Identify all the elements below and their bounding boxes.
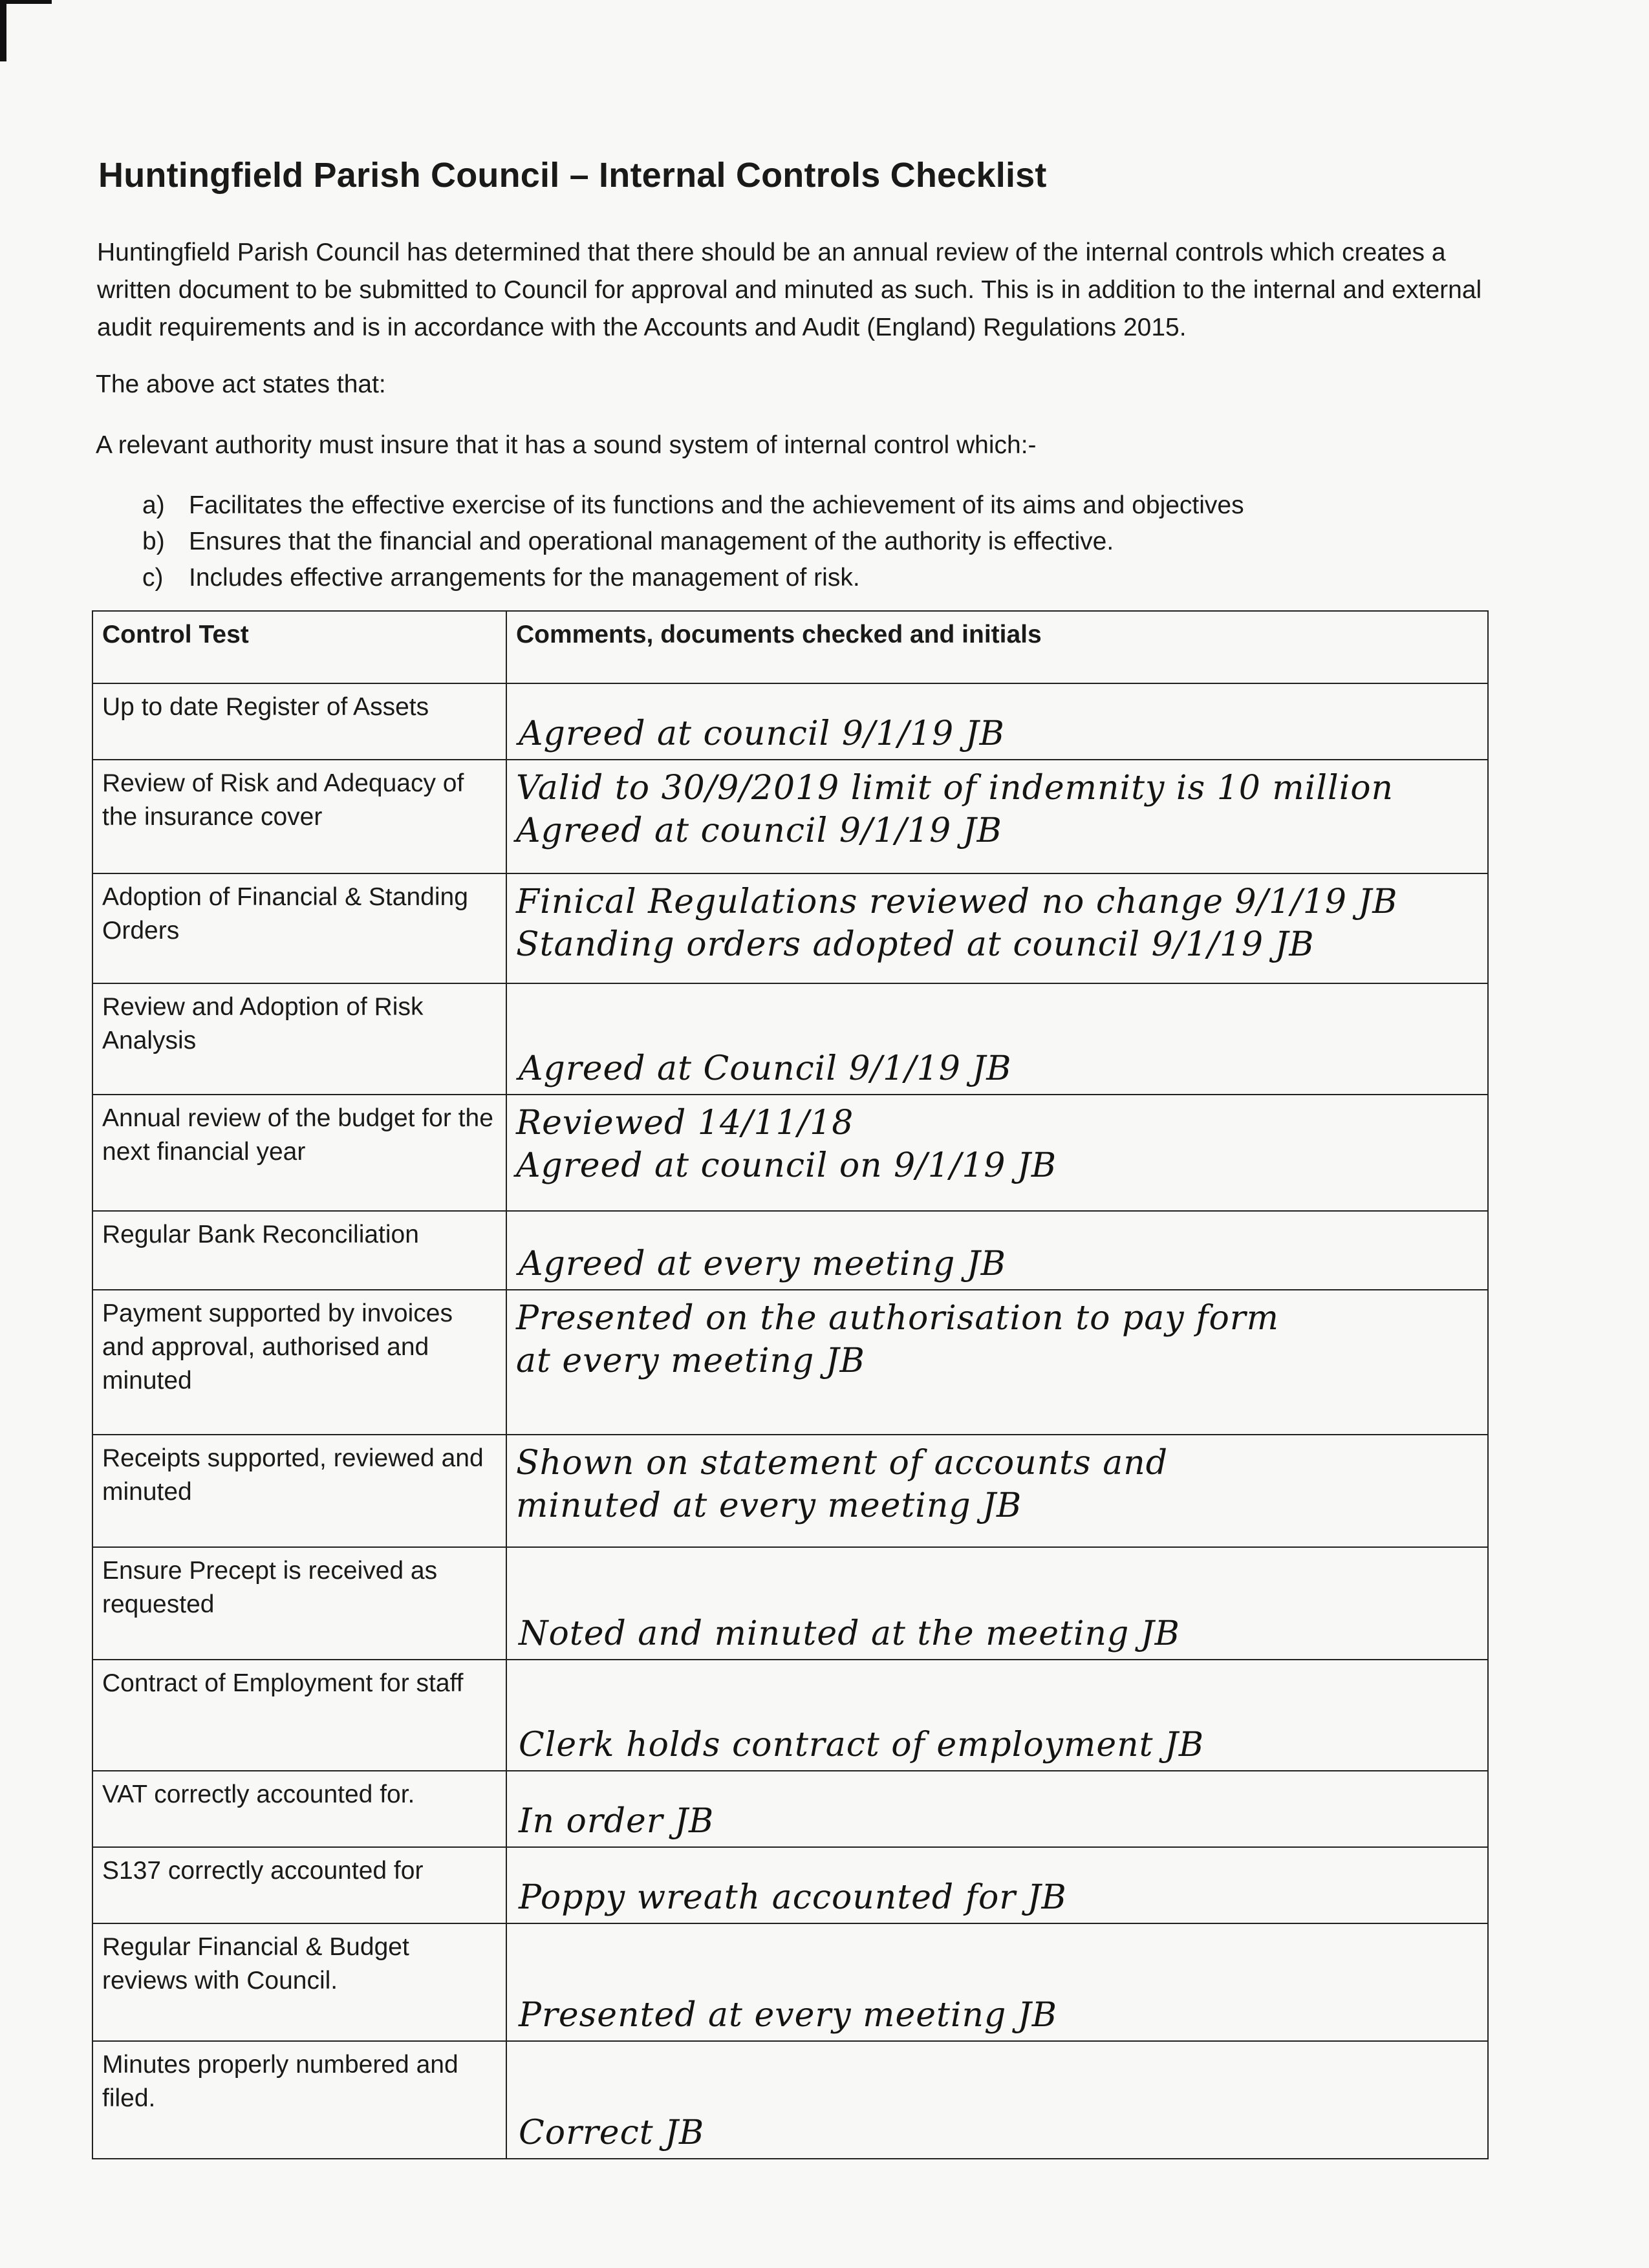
control-test-cell: S137 correctly accounted for [92,1847,506,1923]
criteria-text: Ensures that the financial and operational management of the authority is effective. [189,528,1114,555]
handwritten-comment: Noted and minuted at the meeting JB [519,1614,1180,1653]
criteria-item [142,487,1494,524]
control-test-cell: Annual review of the budget for the next financial year [92,1095,506,1211]
handwritten-comment: Agreed at every meeting JB [519,1245,1006,1283]
table-row [92,760,1488,873]
header-control-test: Control Test [92,611,506,683]
control-test-cell: Review and Adoption of Risk Analysis [92,983,506,1095]
requirement-statement: A relevant authority must insure that it has a sound system of internal control which:- [96,431,1037,459]
criteria-text: Includes effective arrangements for the management of risk. [189,564,860,592]
comment-cell [506,1095,1488,1211]
control-test-cell: Payment supported by invoices and approval, authorised and minuted [92,1290,506,1435]
table-row [92,1211,1488,1290]
table-row [92,873,1488,983]
control-test-cell: Regular Bank Reconciliation [92,1211,506,1290]
handwritten-comment: Reviewed 14/11/18 [516,1104,854,1142]
handwritten-comment: Agreed at council on 9/1/19 JB [516,1146,1057,1185]
handwritten-comment: Presented at every meeting JB [519,1996,1057,2035]
table-row [92,683,1488,760]
criteria-letter: c) [142,564,164,592]
criteria-item [142,524,1494,560]
intro-paragraph: Huntingfield Parish Council has determined that there should be an annual review of the internal controls which creates a written document to be submitted to Council for approval and minuted as such. This is in addition to the internal and external audit requirements and is in accordance with the Accounts and Audit (England) Regulations 2015. [97,239,1482,341]
table-header-row [92,611,1488,683]
criteria-text: Facilitates the effective exercise of its functions and the achievement of its aims and objectives [189,491,1244,519]
handwritten-comment: Agreed at council 9/1/19 JB [516,811,1002,850]
controls-checklist-table [92,610,1489,2159]
handwritten-comment: Standing orders adopted at council 9/1/19 JB [516,925,1315,964]
table-row [92,1660,1488,1771]
comment-cell [506,1923,1488,2041]
comment-cell [506,1660,1488,1771]
handwritten-comment: Finical Regulations reviewed no change 9/1/19 JB [516,883,1398,921]
criteria-letter: a) [142,491,165,519]
control-test-cell: Up to date Register of Assets [92,683,506,760]
comment-cell [506,983,1488,1095]
comment-cell [506,1290,1488,1435]
document-title: Huntingfield Parish Council – Internal Controls Checklist [98,156,1047,195]
control-test-cell: VAT correctly accounted for. [92,1771,506,1847]
handwritten-comment: Clerk holds contract of employment JB [519,1726,1205,1764]
comment-cell [506,1211,1488,1290]
control-test-cell: Review of Risk and Adequacy of the insurance cover [92,760,506,873]
comment-cell [506,1847,1488,1923]
handwritten-comment: In order JB [519,1802,715,1841]
table-row [92,1847,1488,1923]
handwritten-comment: Agreed at Council 9/1/19 JB [519,1049,1012,1088]
table-row [92,983,1488,1095]
comment-cell [506,760,1488,873]
document-page [91,155,1494,2159]
comment-cell [506,2041,1488,2159]
comment-cell [506,1435,1488,1547]
handwritten-comment: Poppy wreath accounted for JB [519,1878,1067,1917]
control-test-cell: Ensure Precept is received as requested [92,1547,506,1660]
table-row [92,1771,1488,1847]
control-test-cell: Contract of Employment for staff [92,1660,506,1771]
table-row [92,1290,1488,1435]
comment-cell [506,1771,1488,1847]
comment-cell [506,683,1488,760]
table-row [92,1095,1488,1211]
table-row [92,1435,1488,1547]
criteria-letter: b) [142,528,165,555]
table-row [92,2041,1488,2159]
handwritten-comment: at every meeting JB [516,1342,865,1380]
comment-cell [506,873,1488,983]
table-row [92,1547,1488,1660]
control-test-cell: Receipts supported, reviewed and minuted [92,1435,506,1547]
header-comments: Comments, documents checked and initials [506,611,1488,683]
control-test-cell: Regular Financial & Budget reviews with Council. [92,1923,506,2041]
table-row [92,1923,1488,2041]
handwritten-comment: Valid to 30/9/2019 limit of indemnity is 10 million [516,769,1394,808]
act-statement: The above act states that: [96,370,386,398]
criteria-list [142,487,1494,596]
criteria-item [142,560,1494,596]
scan-edge-mark-top [0,0,52,4]
comment-cell [506,1547,1488,1660]
control-test-cell: Minutes properly numbered and filed. [92,2041,506,2159]
handwritten-comment: Shown on statement of accounts and [516,1444,1169,1482]
handwritten-comment: Agreed at council 9/1/19 JB [519,714,1005,753]
handwritten-comment: minuted at every meeting JB [516,1486,1022,1525]
control-test-cell: Adoption of Financial & Standing Orders [92,873,506,983]
handwritten-comment: Presented on the authorisation to pay form [516,1299,1279,1338]
scan-edge-mark [0,0,6,61]
handwritten-comment: Correct JB [519,2113,705,2152]
